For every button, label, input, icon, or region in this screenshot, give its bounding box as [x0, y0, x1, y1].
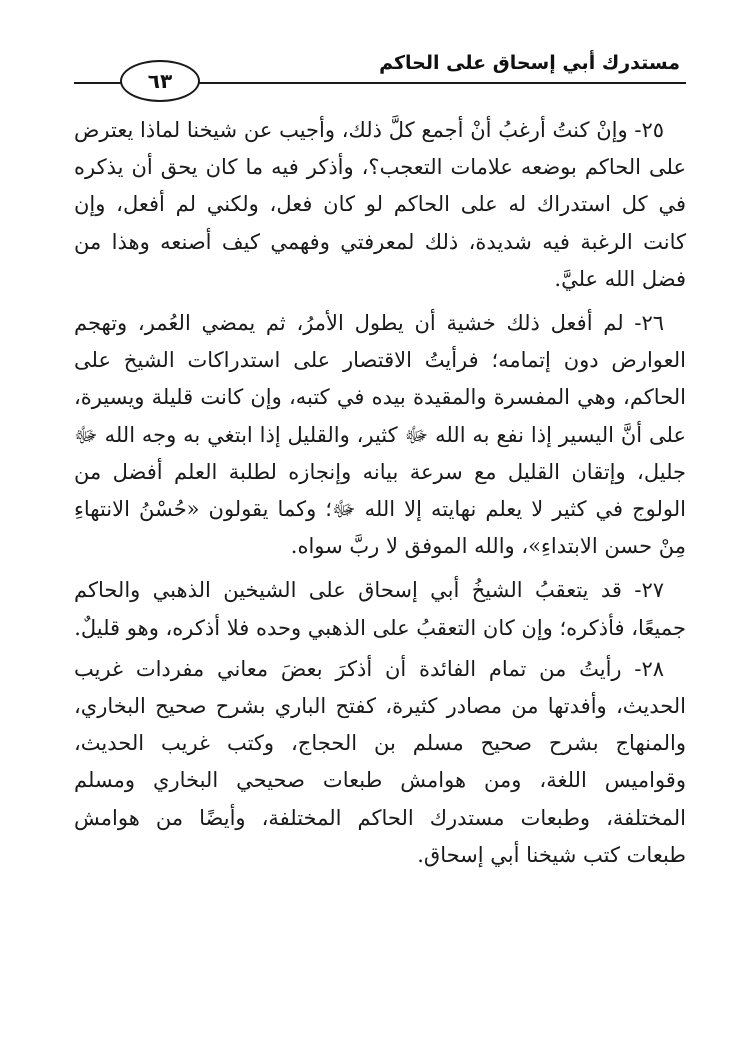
page-header [74, 38, 686, 94]
paragraph-28: ٢٨- رأيتُ من تمام الفائدة أن أذكرَ بعضَ معاني مفردات غريب الحديث، وأفدتها من مصادر كثيرة، كفتح الباري بشرح صحيح البخاري، والمنهاج بشرح صحيح مسلم بن الحجاج، وكتب غريب الحديث، وقواميس اللغة، ومن هوامش طبعات صحيحي البخاري ومسلم المختلفة، وطبعات مستدرك الحاكم المختلفة، وأيضًا من هوامش طبعات كتب شيخنا أبي إسحاق. [74, 656, 686, 867]
running-title: مستدرك أبي إسحاق على الحاكم [379, 52, 680, 74]
paragraph-25: ٢٥- وإنْ كنتُ أرغبُ أنْ أجمع كلَّ ذلك، وأجيب عن شيخنا لماذا يعترض على الحاكم بوضعه علامات التعجب؟، وأذكر فيه ما كان يحق أن يذكره في كل استدراك له على الحاكم لو كان فعل، ولكني لم أفعل، وإن كانت الرغبة فيه شديدة، ذلك لمعرفتي وفهمي كيف أصنعه وهذا من فضل الله عليَّ. [74, 118, 686, 291]
body-text [74, 112, 686, 881]
paragraph-27: ٢٧- قد يتعقبُ الشيخُ أبي إسحاق على الشيخين الذهبي والحاكم جميعًا، فأذكره؛ وإن كان التعقبُ على الذهبي وحده فلا أذكره، وهو قليلٌ. [74, 578, 686, 640]
page-number-badge: ٦٣ [120, 60, 200, 102]
paragraph-26: ٢٦- لم أفعل ذلك خشية أن يطول الأمرُ، ثم يمضي العُمر، وتهجم العوارض دون إتمامه؛ فرأيتُ الاقتصار على استدراكات الشيخ على الحاكم، وهي المفسرة والمقيدة بيده في كتبه، وإن كانت قليلة ويسيرة، على أنَّ اليسير إذا نفع به الله ﷻ كثير، والقليل إذا ابتغي به وجه الله ﷻ جليل، وإتقان القليل مع سرعة بيانه وإنجازه لطلبة العلم أفضل من الولوج في كثير لا يعلم نهايته إلا الله ﷻ؛ وكما يقولون «حُسْنُ الانتهاءِ مِنْ حسن الابتداءِ»، والله الموفق لا ربَّ سواه. [74, 311, 686, 559]
